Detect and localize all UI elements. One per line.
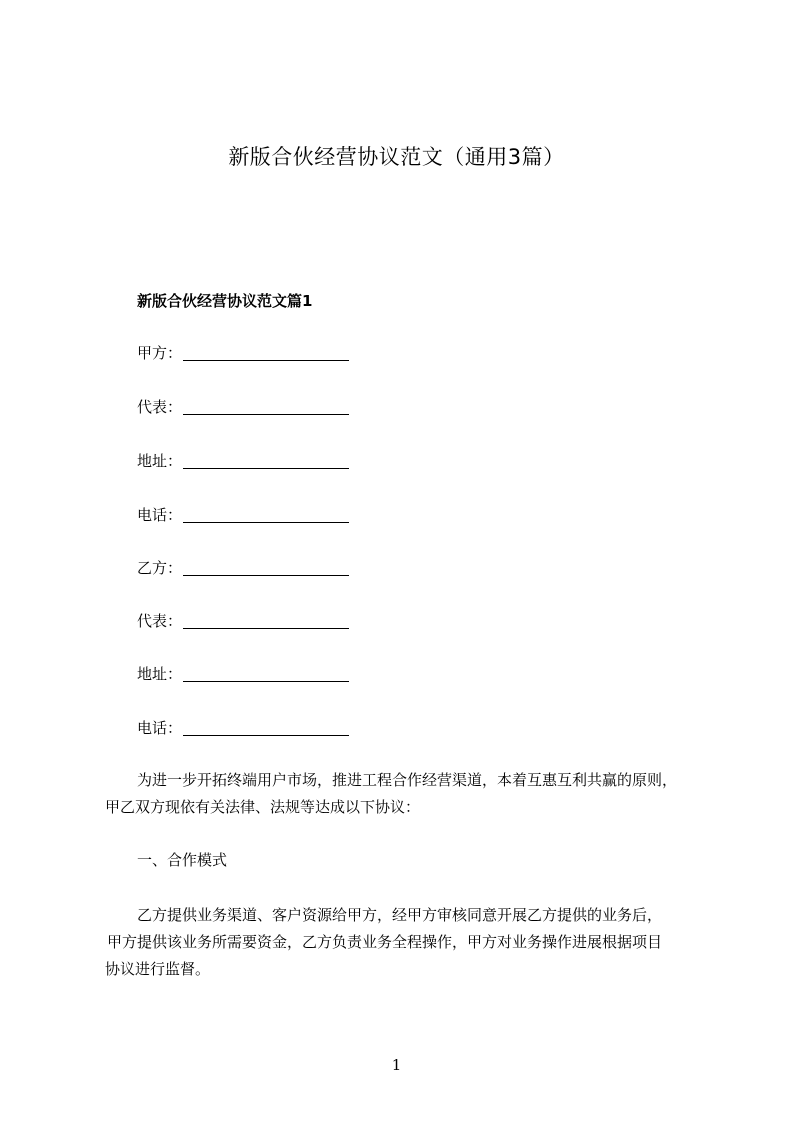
clause-heading: 一、合作模式 xyxy=(137,851,228,869)
paragraph-line: 甲乙双方现依有关法律、法规等达成以下协议： xyxy=(105,798,421,816)
paragraph-line: 乙方提供业务渠道、客户资源给甲方，经甲方审核同意开展乙方提供的业务后， xyxy=(137,906,663,924)
fill-in-blank xyxy=(183,561,349,576)
clause-paragraph xyxy=(105,902,662,983)
fill-in-blank xyxy=(183,667,349,682)
fill-in-blank xyxy=(183,346,349,361)
field-label: 电话： xyxy=(137,719,183,737)
paragraph-line: 协议进行监督。 xyxy=(105,960,211,978)
field-label: 地址： xyxy=(137,452,183,470)
field-label: 乙方： xyxy=(137,559,183,577)
field-representative-b xyxy=(137,610,349,632)
intro-paragraph xyxy=(105,767,677,821)
field-representative-a xyxy=(137,396,349,418)
fill-in-blank xyxy=(183,454,349,469)
paragraph-line: 为进一步开拓终端用户市场，推进工程合作经营渠道，本着互惠互利共赢的原则， xyxy=(137,771,678,789)
field-phone-b xyxy=(137,717,349,739)
fill-in-blank xyxy=(183,614,349,629)
field-label: 代表： xyxy=(137,398,183,416)
field-label: 甲方： xyxy=(137,344,183,362)
fill-in-blank xyxy=(183,400,349,415)
page-number: 1 xyxy=(391,1056,402,1074)
section-heading: 新版合伙经营协议范文篇1 xyxy=(137,292,313,310)
fill-in-blank xyxy=(183,508,349,523)
fill-in-blank xyxy=(183,721,349,736)
document-title: 新版合伙经营协议范文（通用3篇） xyxy=(228,145,565,169)
field-address-b xyxy=(137,663,349,685)
field-party-a xyxy=(137,342,349,364)
field-phone-a xyxy=(137,504,349,526)
field-party-b xyxy=(137,557,349,579)
field-label: 代表： xyxy=(137,612,183,630)
paragraph-line: 甲方提供该业务所需要资金，乙方负责业务全程操作，甲方对业务操作进展根据项目 xyxy=(107,933,663,951)
field-label: 地址： xyxy=(137,665,183,683)
field-address-a xyxy=(137,450,349,472)
field-label: 电话： xyxy=(137,506,183,524)
